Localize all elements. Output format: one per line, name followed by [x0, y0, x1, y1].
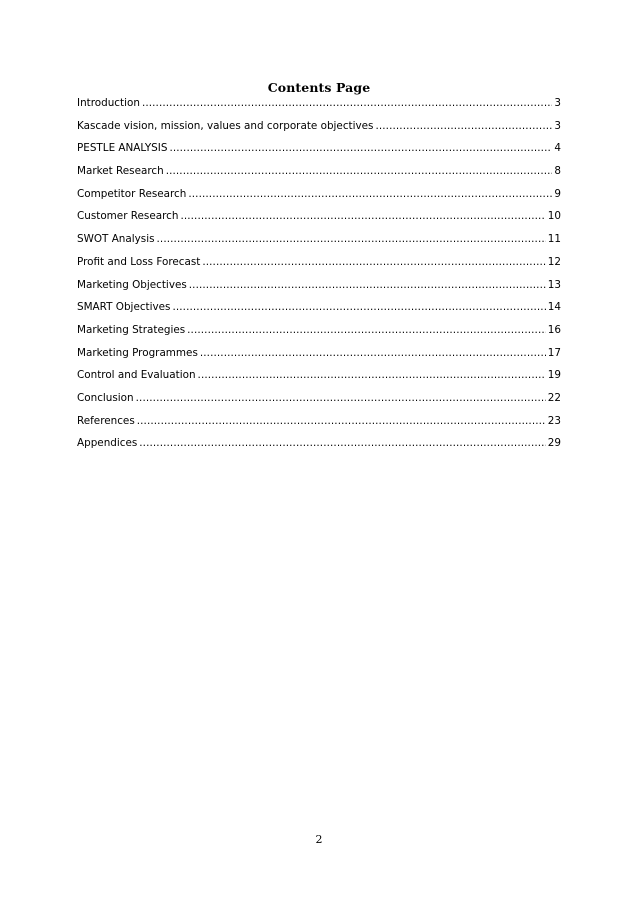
- toc-entry-marketing-strategies: [77, 323, 561, 346]
- toc-entry-competitor-research: [77, 187, 561, 210]
- dot-leader: [169, 141, 552, 155]
- toc-entry-marketing-programmes: [77, 346, 561, 369]
- toc-entry-label: PESTLE ANALYSIS: [77, 142, 168, 155]
- dot-leader: [198, 368, 546, 382]
- toc-entry-label: Appendices: [77, 437, 138, 450]
- toc-entry-references: [77, 414, 561, 437]
- dot-leader: [136, 391, 546, 405]
- toc-entry-page: 8: [554, 165, 561, 178]
- toc-entry-page: 19: [547, 369, 561, 382]
- toc-entry-profit-loss-forecast: [77, 255, 561, 278]
- dot-leader: [142, 96, 552, 110]
- toc-entry-label: SMART Objectives: [77, 301, 171, 314]
- contents-title: Contents Page: [267, 80, 371, 95]
- toc-entry-introduction: [77, 96, 561, 119]
- toc-entry-label: Profit and Loss Forecast: [77, 255, 201, 268]
- toc-entry-customer-research: [77, 209, 561, 232]
- dot-leader: [187, 323, 546, 337]
- toc-entry-label: Control and Evaluation: [77, 369, 196, 382]
- dot-leader: [375, 119, 552, 133]
- dot-leader: [189, 278, 546, 292]
- toc-entry-page: 12: [547, 255, 561, 268]
- toc-entry-smart-objectives: [77, 300, 561, 323]
- toc-entry-label: Marketing Objectives: [77, 278, 187, 291]
- toc-entry-pestle-analysis: [77, 141, 561, 164]
- toc-entry-label: Introduction: [77, 97, 140, 109]
- toc-entry-label: SWOT Analysis: [77, 233, 155, 246]
- toc-entry-page: 3: [554, 97, 561, 109]
- dot-leader: [137, 414, 546, 428]
- toc-entry-label: References: [77, 414, 135, 427]
- toc-entry-label: Marketing Strategies: [77, 323, 186, 336]
- dot-leader: [180, 209, 545, 223]
- toc-entry-conclusion: [77, 391, 561, 414]
- toc-entry-page: 13: [547, 278, 561, 291]
- toc-entry-page: 23: [547, 414, 561, 427]
- table-of-contents: [77, 96, 561, 459]
- toc-entry-page: 29: [547, 437, 561, 450]
- toc-entry-label: Customer Research: [77, 210, 179, 223]
- dot-leader: [172, 300, 545, 314]
- toc-entry-page: 4: [554, 142, 561, 155]
- dot-leader: [188, 187, 552, 201]
- toc-entry-page: 10: [547, 210, 561, 223]
- toc-entry-page: 17: [547, 346, 561, 359]
- toc-entry-swot-analysis: [77, 232, 561, 255]
- toc-entry-page: 22: [547, 391, 561, 404]
- toc-entry-page: 9: [554, 187, 561, 200]
- dot-leader: [139, 436, 545, 450]
- dot-leader: [202, 255, 545, 269]
- dot-leader: [166, 164, 553, 178]
- dot-leader: [157, 232, 546, 246]
- toc-entry-label: Competitor Research: [77, 187, 187, 200]
- toc-entry-page: 3: [554, 119, 561, 132]
- dot-leader: [200, 346, 546, 360]
- toc-entry-page: 11: [547, 233, 561, 246]
- toc-entry-appendices: [77, 436, 561, 459]
- toc-entry-kascade-vision: [77, 119, 561, 142]
- page-number: 2: [315, 833, 323, 846]
- toc-entry-marketing-objectives: [77, 278, 561, 301]
- toc-entry-label: Market Research: [77, 165, 164, 178]
- toc-entry-page: 16: [547, 323, 561, 336]
- toc-entry-control-evaluation: [77, 368, 561, 391]
- toc-entry-label: Kascade vision, mission, values and corporate objectives: [77, 119, 374, 132]
- toc-entry-page: 14: [547, 301, 561, 314]
- toc-entry-market-research: [77, 164, 561, 187]
- toc-entry-label: Marketing Programmes: [77, 346, 198, 359]
- toc-entry-label: Conclusion: [77, 391, 134, 404]
